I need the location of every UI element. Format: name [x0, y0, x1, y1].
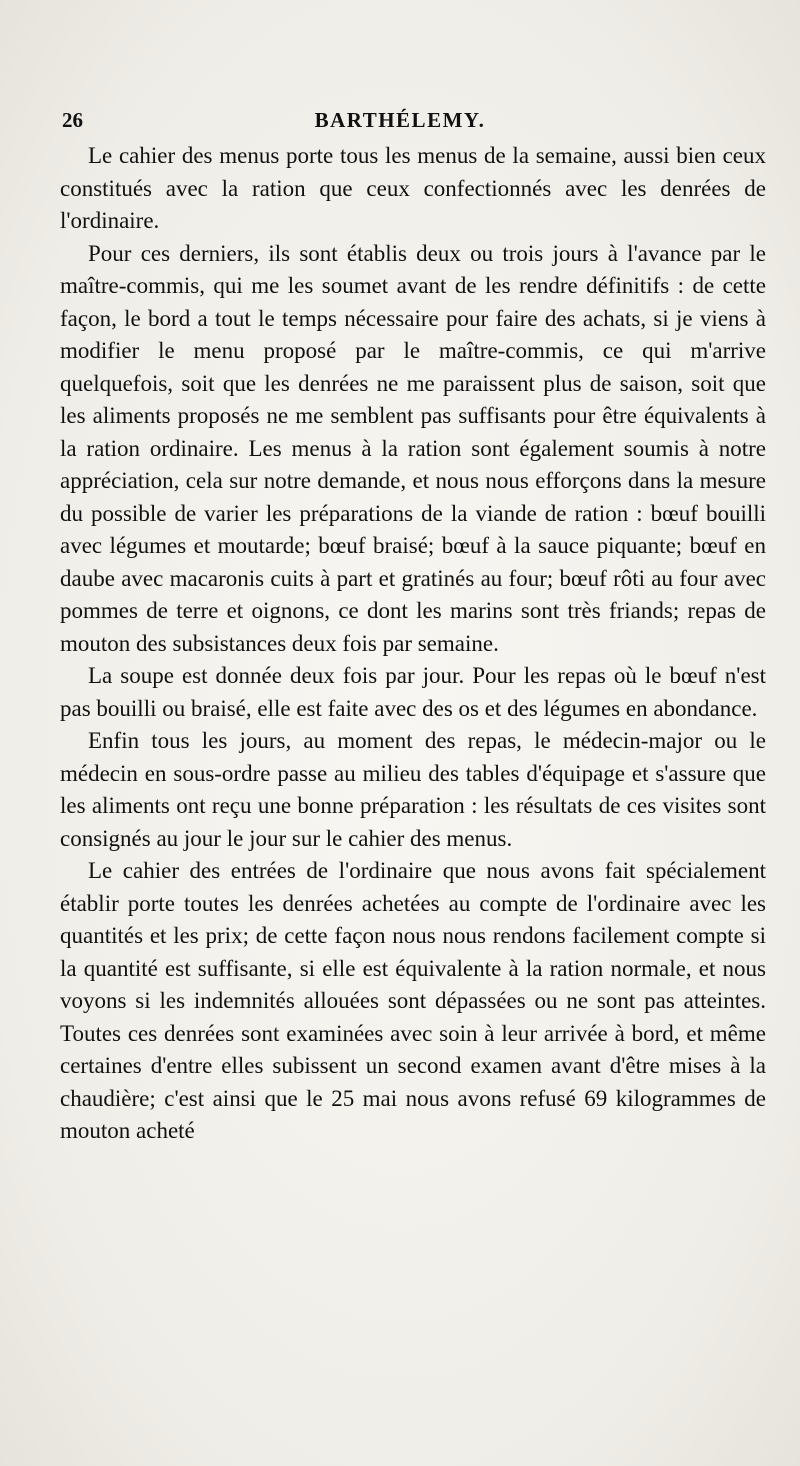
paragraph: Enfin tous les jours, au moment des repas, le médecin-major ou le médecin en sous-ordre passe au milieu des tables d'équipage et s'assure que les aliments ont reçu une bonne préparation : les résultats de ces visites sont consignés au jour le jour sur le cahier des menus.: [60, 728, 766, 851]
page-header: [62, 108, 738, 142]
running-title: BARTHÉLEMY.: [314, 108, 486, 132]
body-text: [60, 140, 766, 1148]
paragraph: Le cahier des menus porte tous les menus de la semaine, aussi bien ceux constitués avec la ration que ceux confectionnés avec les denrées de l'ordinaire.: [60, 143, 766, 233]
paragraph: Pour ces derniers, ils sont établis deux ou trois jours à l'avance par le maître-commis, qui me les soumet avant de les rendre définitifs : de cette façon, le bord a tout le temps nécessaire pour faire des achats, si je viens à modifier le menu proposé par le maître-commis, ce qui m'arrive quelquefois, soit que les denrées ne me paraissent plus de saison, soit que les aliments proposés ne me semblent pas suffisants pour être équivalents à la ration ordinaire. Les menus à la ration sont également soumis à notre appréciation, cela sur notre demande, et nous nous efforçons dans la mesure du possible de varier les préparations de la viande de ration : bœuf bouilli avec légumes et moutarde; bœuf braisé; bœuf à la sauce piquante; bœuf en daube avec macaronis cuits à part et gratinés au four; bœuf rôti au four avec pommes de terre et oignons, ce dont les marins sont très friands; repas de mouton des subsistances deux fois par semaine.: [60, 240, 766, 656]
page-number: 26: [62, 108, 83, 132]
paragraph: La soupe est donnée deux fois par jour. Pour les repas où le bœuf n'est pas bouilli ou braisé, elle est faite avec des os et des légumes en abondance.: [60, 663, 766, 721]
paragraph: Le cahier des entrées de l'ordinaire que nous avons fait spécialement établir porte toutes les denrées achetées au compte de l'ordinaire avec les quantités et les prix; de cette façon nous nous rendons facilement compte si la quantité est suffisante, si elle est équivalente à la ration normale, et nous voyons si les indemnités allouées sont dépassées ou ne sont pas atteintes. Toutes ces denrées sont examinées avec soin à leur arrivée à bord, et même certaines d'entre elles subissent un second examen avant d'être mises à la chaudière; c'est ainsi que le 25 mai nous avons refusé 69 kilogrammes de mouton acheté: [60, 858, 766, 1143]
